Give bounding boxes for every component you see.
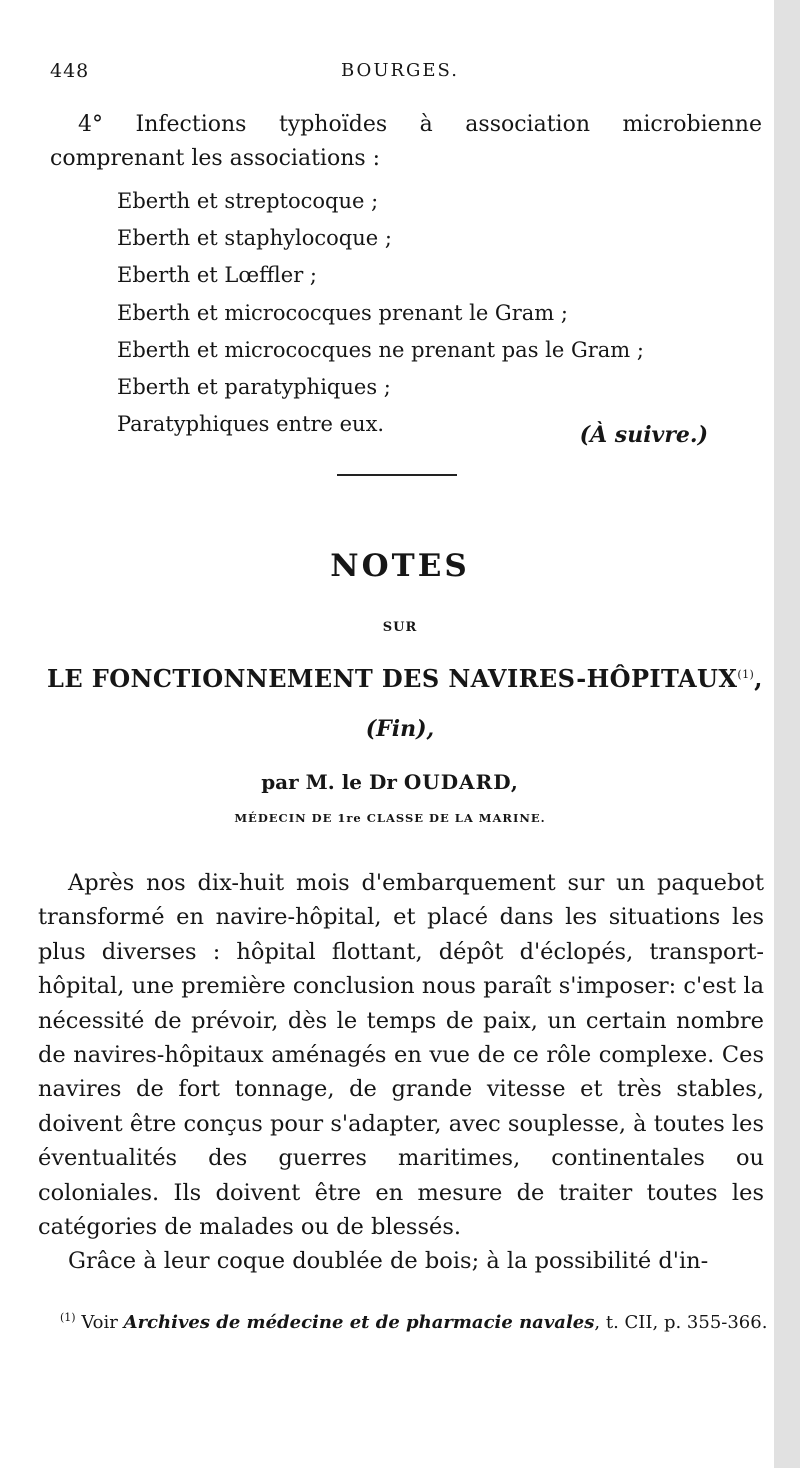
- article-title: [38, 664, 772, 693]
- title-comma: ,: [754, 664, 763, 693]
- page-number: 448: [50, 60, 90, 82]
- running-head: BOURGES.: [341, 60, 459, 81]
- footnote-ref: (1): [737, 668, 755, 681]
- association-list: [117, 183, 644, 443]
- list-item: Eberth et micrococques prenant le Gram ;: [117, 300, 568, 325]
- section-divider: [337, 474, 457, 476]
- intro-paragraph: 4° Infections typhoïdes à association microbienne comprenant les associations :: [50, 112, 762, 171]
- author-rank: MÉDECIN DE 1re CLASSE DE LA MARINE.: [234, 811, 546, 825]
- article-fin: [0, 716, 800, 742]
- page-header: [50, 60, 750, 90]
- article-title-sur: SUR: [382, 620, 418, 635]
- list-item: Paratyphiques entre eux.: [117, 412, 385, 437]
- byline-prefix: par M. le Dr: [261, 770, 397, 794]
- footnote-journal: Archives de médecine et de pharmacie navales: [123, 1312, 595, 1333]
- footnote: [60, 1311, 768, 1333]
- footnote-prefix: Voir: [81, 1312, 118, 1333]
- body-paragraph: Grâce à leur coque doublée de bois; à la possibilité d'in-: [68, 1248, 709, 1275]
- footnote-mark: (1): [60, 1311, 76, 1324]
- footnote-ref-text: , t. CII, p. 355-366.: [594, 1312, 768, 1333]
- to-be-continued: (À suivre.): [579, 422, 708, 448]
- list-item: Eberth et Lœffler ;: [117, 263, 317, 288]
- article-body: [38, 866, 764, 1279]
- author-name: OUDARD,: [403, 770, 519, 794]
- list-item: Eberth et paratyphiques ;: [117, 375, 391, 400]
- list-item: Eberth et staphylocoque ;: [117, 226, 392, 251]
- article-title-notes: NOTES: [330, 548, 470, 584]
- list-item: Eberth et micrococques ne prenant pas le Gram ;: [117, 337, 644, 362]
- body-paragraph: Après nos dix-huit mois d'embarquement sur un paquebot transformé en navire-hôpital, et placé dans les situations les plus diverses : hôpital flottant, dépôt d'éclopés, transport-hôpital, une première conclusion nous paraît s'imposer: c'est la nécessité de prévoir, dès le temps de paix, un certain nombre de navires-hôpitaux aménagés en vue de ce rôle complexe. Ces navires de fort tonnage, de grande vitesse et très stables, doivent être conçus pour s'adapter, avec souplesse, à toutes les éventualités des guerres maritimes, continentales ou coloniales. Ils doivent être en mesure de traiter toutes les catégories de malades ou de blessés.: [38, 870, 764, 1241]
- byline: [0, 770, 780, 794]
- fin-label: (Fin),: [365, 716, 435, 742]
- article-title-text: LE FONCTIONNEMENT DES NAVIRES-HÔPITAUX: [47, 664, 738, 693]
- list-item: Eberth et streptocoque ;: [117, 189, 379, 213]
